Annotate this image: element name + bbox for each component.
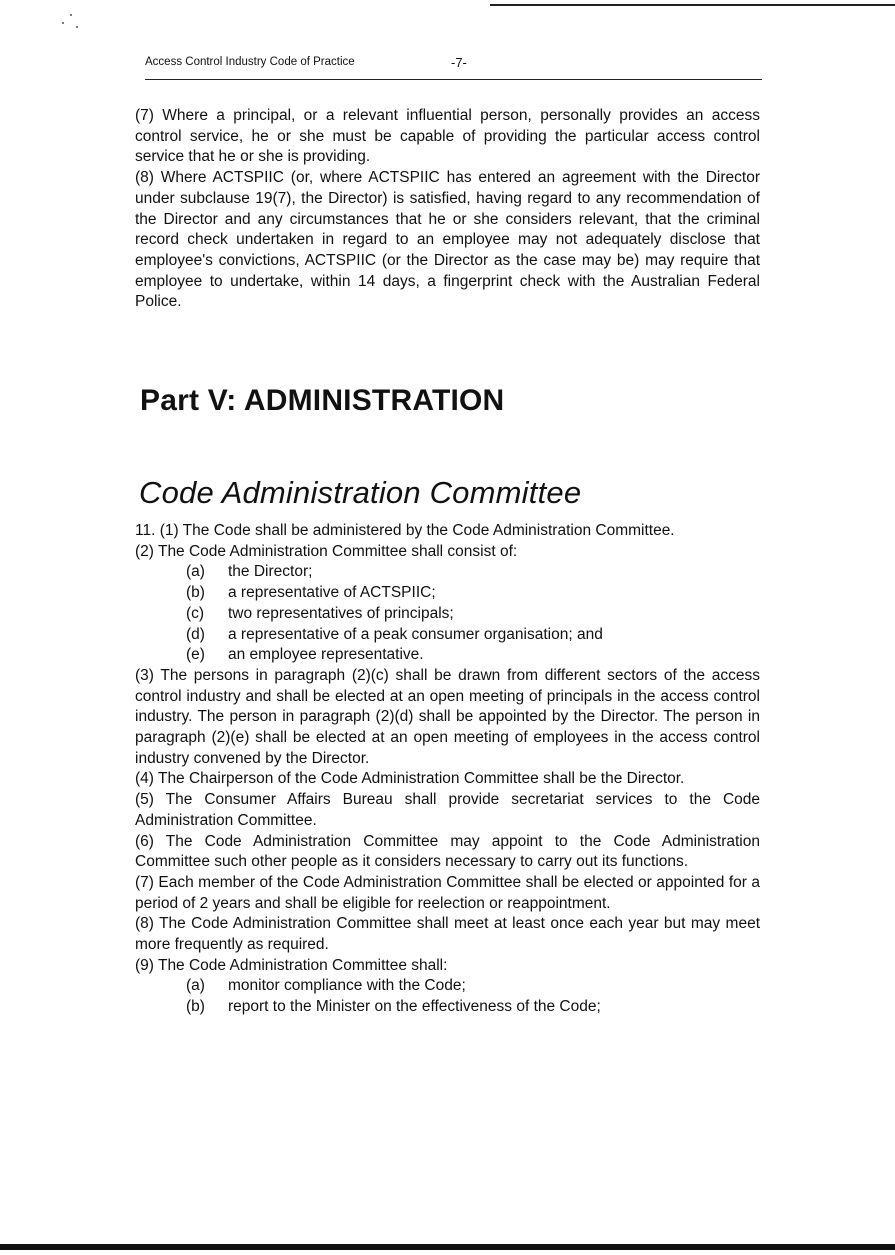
list-item-text: report to the Minister on the effectiveness of the Code; (228, 998, 601, 1016)
list-item (135, 625, 760, 646)
list-item-label: (b) (186, 998, 205, 1016)
clause-11-8: (8) The Code Administration Committee shall meet at least once each year but may meet more frequently as required. (135, 915, 760, 954)
clause-11-9: (9) The Code Administration Committee shall: (135, 956, 448, 974)
clause-11-2: (2) The Code Administration Committee shall consist of: (135, 542, 518, 560)
list-item-label: (a) (186, 563, 205, 581)
list-item-label: (c) (186, 604, 205, 622)
list-item-label: (d) (186, 625, 205, 643)
list-item-text: a representative of a peak consumer organisation; and (228, 625, 603, 643)
list-item-text: two representatives of principals; (228, 604, 454, 622)
paragraph-8: (8) Where ACTSPIIC (or, where ACTSPIIC has entered an agreement with the Director under subclause 19(7), the Director) is satisfied, having regard to any recommendation of the Director and any circumstances that he or she considers relevant, that the criminal record check undertaken in regard to an employee may not adequately disclose that employee's convictions, ACTSPIIC (or the Director as the case may be) may require that employee to undertake, within 14 days, a fingerprint check with the Australian Federal Police. (135, 169, 760, 311)
scan-speck (70, 14, 72, 16)
header-title: Access Control Industry Code of Practice (145, 56, 355, 68)
list-item-label: (b) (186, 584, 205, 602)
clause-11-6: (6) The Code Administration Committee may appoint to the Code Administration Committee such other people as it considers necessary to carry out its functions. (135, 832, 760, 871)
list-item-text: the Director; (228, 563, 313, 581)
list-item-text: an employee representative. (228, 646, 424, 664)
list-item-text: a representative of ACTSPIIC; (228, 584, 436, 602)
section-heading: Code Administration Committee (139, 475, 582, 510)
list-item-text: monitor compliance with the Code; (228, 977, 466, 995)
committee-functions-list (135, 976, 760, 1017)
clause-11-3: (3) The persons in paragraph (2)(c) shall be drawn from different sectors of the access control industry and shall be elected at an open meeting of principals in the access control industry. The person in paragraph (2)(d) shall be appointed by the Director. The person in paragraph (2)(e) shall be elected at an open meeting of employees in the access control industry convened by the Director. (135, 666, 760, 767)
clause-11-4: (4) The Chairperson of the Code Administration Committee shall be the Director. (135, 770, 685, 788)
list-item (135, 645, 760, 666)
list-item (135, 604, 760, 625)
list-item-label: (e) (186, 646, 205, 664)
page-header (145, 55, 762, 80)
clause-11-5: (5) The Consumer Affairs Bureau shall provide secretariat services to the Code Administration Committee. (135, 791, 760, 829)
scan-speck (76, 26, 78, 28)
paragraph-7: (7) Where a principal, or a relevant influential person, personally provides an access control service, he or she must be capable of providing the particular access control service that he or she is providing. (135, 107, 760, 166)
list-item (135, 976, 760, 997)
list-item (135, 583, 760, 604)
top-paragraphs (135, 106, 760, 313)
scan-edge-bottom (0, 1244, 895, 1250)
scan-speck (62, 22, 64, 24)
list-item-label: (a) (186, 977, 205, 995)
list-item (135, 562, 760, 583)
clause-11-1: 11. (1) The Code shall be administered by the Code Administration Committee. (135, 522, 675, 539)
part-heading: Part V: ADMINISTRATION (140, 384, 505, 417)
clause-11 (135, 521, 760, 1018)
page-number: -7- (451, 55, 467, 70)
committee-members-list (135, 562, 760, 666)
clause-11-7: (7) Each member of the Code Administration Committee shall be elected or appointed for a period of 2 years and shall be eligible for reelection or reappointment. (135, 873, 760, 912)
list-item (135, 997, 760, 1018)
scan-edge-top (490, 4, 895, 6)
